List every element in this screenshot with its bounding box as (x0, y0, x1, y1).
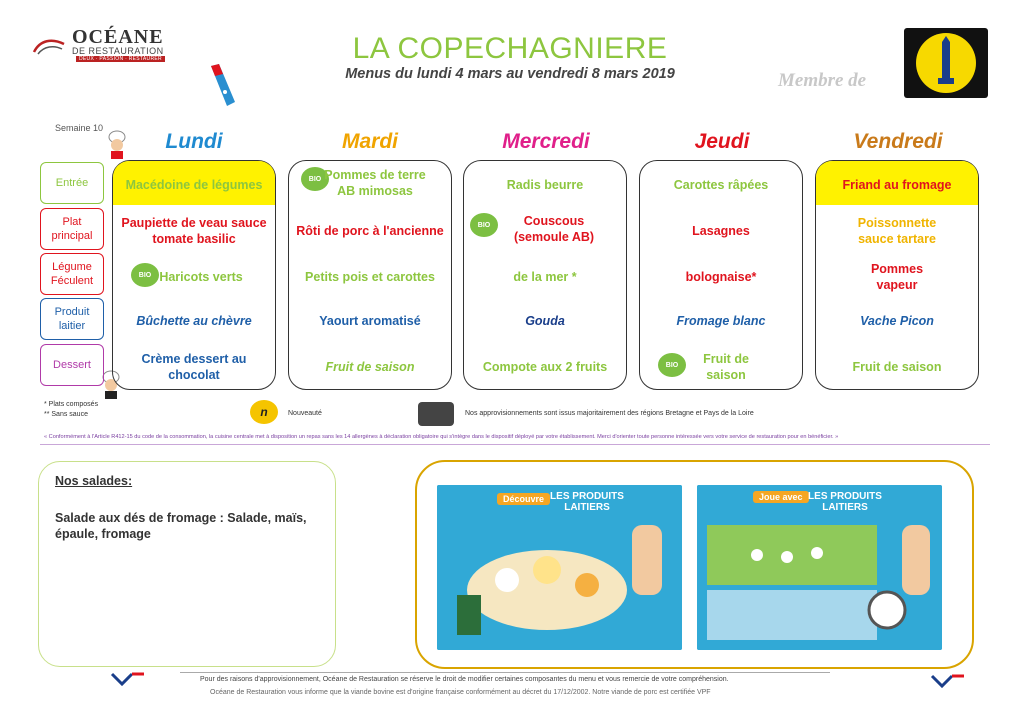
column-jeudi (639, 160, 803, 390)
vpf-logo-right-icon (930, 674, 966, 688)
divider (40, 444, 990, 445)
mardi-laitier: Yaourt aromatisé (319, 314, 421, 328)
sourcing-note: Nos approvisionnements sont issus majoritairement des régions Bretagne et Pays de la Loire (465, 410, 754, 417)
mardi-entree: Pommes de terre AB mimosas (324, 168, 426, 198)
vendredi-plat: Poissonnette sauce tartare (857, 216, 937, 246)
brand-tagline: DEUX · PASSION · RESTAURER (76, 56, 165, 62)
vendredi-entree: Friand au fromage (842, 178, 952, 192)
mardi-plat: Rôti de porc à l'ancienne (296, 224, 444, 238)
salades-box (38, 461, 336, 667)
salades-heading: Nos salades: (55, 474, 133, 488)
jeudi-dessert: Fruit de saison (703, 352, 749, 382)
mercredi-legume: de la mer * (513, 270, 577, 284)
lundi-legume: Haricots verts (159, 270, 243, 284)
lundi-dessert: Crème dessert au chocolat (141, 352, 247, 382)
day-vendredi: Vendredi (853, 130, 943, 153)
mardi-legume: Petits pois et carottes (305, 270, 435, 284)
footer-divider (180, 672, 830, 673)
vpf-logo-icon (110, 672, 146, 686)
vendredi-dessert: Fruit de saison (852, 360, 942, 374)
mercredi-entree: Radis beurre (506, 178, 584, 192)
jeudi-laitier: Fromage blanc (676, 314, 766, 328)
poster-joue-avec (697, 485, 942, 650)
membre-de-label: Membre de (778, 70, 867, 91)
mardi-dessert: Fruit de saison (325, 360, 415, 374)
day-jeudi: Jeudi (694, 130, 750, 153)
mercredi-plat: Couscous (semoule AB) (513, 214, 595, 244)
vendredi-legume: Pommes vapeur (870, 262, 924, 292)
jeudi-plat: Lasagnes (692, 224, 750, 238)
produit-en-bretagne-logo (904, 28, 988, 98)
menu-dates: Menus du lundi 4 mars au vendredi 8 mars 2019 (345, 66, 675, 82)
row-label-laitier: Produit laitier (40, 298, 104, 340)
salades-text: Salade aux dés de fromage : Salade, maïs, épaule, fromage (55, 511, 307, 541)
bio-icon: BIO (658, 353, 686, 377)
nouveaute-icon: n (250, 400, 278, 424)
regional-sourcing-icon (418, 402, 454, 426)
lundi-laitier: Bûchette au chèvre (136, 314, 252, 328)
note-plats-composes: * Plats composés (44, 401, 99, 408)
swirl-logo-icon (32, 34, 66, 56)
column-vendredi (815, 160, 979, 390)
bio-icon: BIO (301, 167, 329, 191)
allergen-legal-note: « Conformément à l'Article R412-15 du code de la consommation, la cuisine centrale met à disposition un repas sans les 14 allergènes à déclaration obligatoire qui s'intègre dans le dispositif déployé par votre établissement. Merci d'orienter toute personne intéressée vers votre service de restauration pour en bénéficier. » (44, 434, 839, 440)
bio-icon: BIO (470, 213, 498, 237)
row-label-legume: Légume Féculent (40, 253, 104, 295)
jeudi-legume: bolognaise* (685, 270, 757, 284)
row-label-dessert: Dessert (40, 344, 104, 386)
day-mardi: Mardi (341, 130, 398, 153)
column-lundi (112, 160, 276, 390)
vendredi-laitier: Vache Picon (860, 314, 934, 328)
poster-decouvre (437, 485, 682, 650)
mercredi-laitier: Gouda (525, 314, 565, 328)
column-mercredi (463, 160, 627, 390)
day-lundi: Lundi (165, 130, 223, 153)
boomerang-icon (205, 62, 239, 110)
column-mardi (288, 160, 452, 390)
brand-name: OCÉANE (72, 26, 164, 48)
jeudi-entree: Carottes râpées (673, 178, 769, 192)
footer-line-2: Océane de Restauration vous informe que la viande bovine est d'origine française conformément au décret du 17/12/2002. Notre viande de porc est certifiée VPF (210, 689, 711, 696)
bretagne-badge-icon (904, 28, 988, 98)
poster-joue-title: LES PRODUITS LAITIERS (808, 491, 882, 513)
brand-sub: DE RESTAURATION (72, 46, 164, 56)
page-title: LA COPECHAGNIERE (352, 32, 668, 65)
poster-decouvre-title: LES PRODUITS LAITIERS (550, 491, 624, 513)
row-label-entree: Entrée (40, 162, 104, 204)
lundi-entree: Macédoine de légumes (125, 178, 263, 192)
oceane-logo (30, 26, 165, 66)
note-sans-sauce: ** Sans sauce (44, 411, 88, 418)
day-mercredi: Mercredi (502, 130, 590, 153)
poster-decouvre-tag: Découvre (497, 493, 550, 505)
poster-joue-tag: Joue avec (753, 491, 809, 503)
footnotes (44, 400, 98, 420)
row-label-plat: Plat principal (40, 208, 104, 250)
mercredi-dessert: Compote aux 2 fruits (482, 360, 608, 374)
bio-icon: BIO (131, 263, 159, 287)
week-number: Semaine 10 (55, 123, 104, 133)
footer-line-1: Pour des raisons d'approvisionnement, Océane de Restauration se réserve le droit de modifier certaines composantes du menu et vous remercie de votre compréhension. (200, 676, 729, 683)
lundi-plat: Paupiette de veau sauce tomate basilic (121, 216, 267, 246)
nouveaute-label: Nouveauté (288, 410, 322, 417)
